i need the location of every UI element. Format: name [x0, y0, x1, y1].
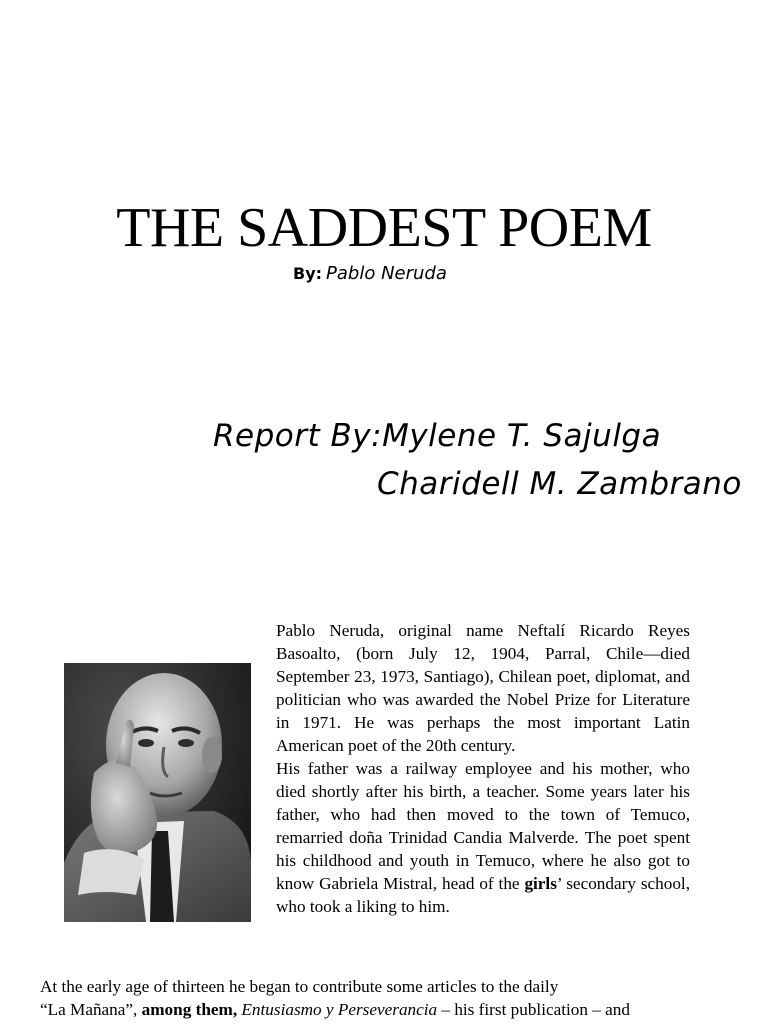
body-text: “La Mañana”, [40, 1000, 142, 1019]
bio-paragraph [276, 757, 690, 918]
byline-author: Pablo Neruda [326, 263, 447, 284]
body-text: – his first publication – and [437, 1000, 630, 1019]
body-emphasis: among them, [141, 1000, 238, 1019]
document-title: THE SADDEST POEM [116, 197, 652, 259]
body-text-continued [40, 975, 740, 1021]
bio-paragraph-text: His father was a railway employee and his mother, who died shortly after his birth, a teacher. Some years later his father, who had then moved to the town of Temuco, remarried doña Trinidad Candia Malverde. The poet spent his childhood and youth in Temuco, where he also got to know Gabriela Mistral, head of the [276, 759, 690, 893]
byline [293, 262, 447, 286]
bio-paragraph: Pablo Neruda, original name Neftalí Ricardo Reyes Basoalto, (born July 12, 1904, Parral, Chile—died September 23, 1973, Santiago), Chilean poet, diplomat, and politician who was awarded the Nobel Prize for Literature in 1971. He was perhaps the most important Latin American poet of the 20th century. [276, 621, 690, 755]
report-authors-line2: Charidell M. Zambrano [377, 466, 742, 502]
body-line: At the early age of thirteen he began to contribute some articles to the daily [40, 977, 559, 996]
byline-label: By: [293, 264, 323, 283]
bio-paragraph-text: ’ secondary school, who took a liking to him. [276, 874, 690, 916]
publication-title: Entusiasmo y Perseverancia [241, 1000, 438, 1019]
body-line [40, 998, 740, 1021]
biography-text [276, 619, 690, 918]
report-authors-line1: Report By:Mylene T. Sajulga [213, 418, 662, 454]
neruda-portrait-photo [64, 663, 251, 922]
bio-emphasis: girls [524, 874, 557, 893]
